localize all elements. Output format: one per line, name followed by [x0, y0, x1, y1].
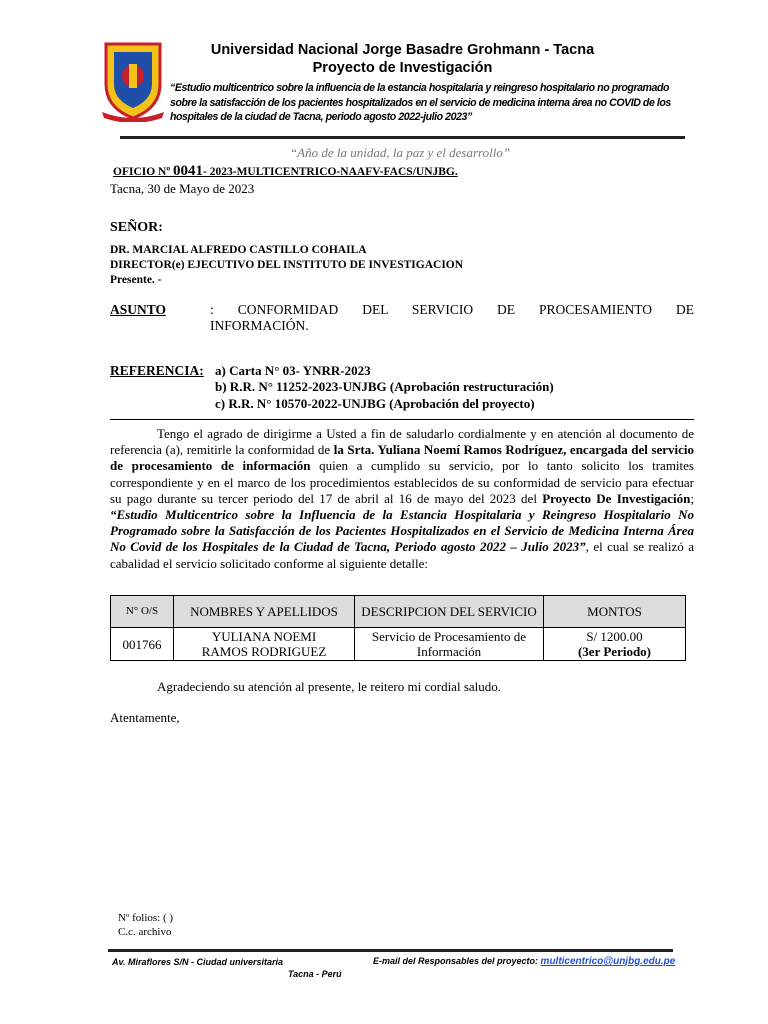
period: (3er Periodo): [577, 644, 652, 659]
body-study-title: “Estudio Multicentrico sobre la Influencia de la Estancia Hospitalaria y Reingreso Hospitalario No Programado sobre la Satisfacción de los Pacientes Hospitalizados en el Servicio de Medicina Interna Área No Covid de los Hospitales de la Ciudad de Tacna, Periodo agosto 2022 – Julio 2023”: [110, 507, 694, 555]
asunto-text-continued: INFORMACIÓN.: [210, 318, 309, 333]
service-description: [355, 628, 544, 661]
footer-address: Av. Miraflores S/N - Ciudad universitaria: [112, 957, 284, 967]
body-text: Tengo el agrado de dirigirme a Usted a fin de saludarlo cordialmente y en atención al documento de referencia (a), remitirle la conformidad de: [110, 426, 694, 458]
table-header-cell: DESCRIPCION DEL SERVICIO: [355, 596, 544, 628]
header-divider: [120, 136, 685, 139]
presente-line: Presente. -: [110, 274, 162, 286]
university-name: Universidad Nacional Jorge Basadre Grohmann - Tacna: [210, 42, 595, 58]
university-logo: [100, 38, 166, 122]
section-divider: [110, 419, 694, 420]
oficio-reference: [113, 163, 458, 180]
amount-cell: [544, 628, 686, 661]
footer-divider: [108, 949, 673, 952]
reference-item: b) R.R. N° 11252-2023-UNJBG (Aprobación restructuración): [215, 379, 554, 394]
date-line: Tacna, 30 de Mayo de 2023: [110, 181, 255, 196]
table-header-cell: NOMBRES Y APELLIDOS: [174, 596, 355, 628]
oficio-suffix: - 2023-MULTICENTRICO-NAAFV-FACS/UNJBG.: [203, 166, 458, 178]
table-header-cell: MONTOS: [544, 596, 686, 628]
desc-line: Información: [416, 644, 482, 659]
reference-item: c) R.R. N° 10570-2022-UNJBG (Aprobación del proyecto): [215, 396, 535, 411]
letter-body: [110, 426, 694, 572]
folios-count: Nº folios: ( ): [118, 912, 174, 924]
desc-line: Servicio de Procesamiento de: [371, 629, 527, 644]
email-link[interactable]: multicentrico@unjbg.edu.pe: [540, 956, 676, 967]
body-employee: la Srta. Yuliana Noemí Ramos Rodríguez, encargada del servicio de procesamiento de información: [110, 442, 694, 474]
asunto-label: ASUNTO: [110, 302, 167, 317]
salutation: SEÑOR:: [110, 220, 163, 235]
recipient-name: DR. MARCIAL ALFREDO CASTILLO COHAILA: [110, 244, 367, 256]
body-text: , el cual se realizó a cabalidad el servicio solicitado conforme al siguiente detalle:: [110, 539, 694, 571]
footer-email: [373, 956, 675, 967]
os-number: 001766: [111, 628, 174, 661]
table-row: [111, 628, 686, 661]
amount: S/ 1200.00: [586, 629, 643, 644]
closing-line: Agradeciendo su atención al presente, le reitero mi cordial saludo.: [157, 679, 502, 694]
body-text: ;: [690, 490, 694, 506]
oficio-number: 0041: [173, 163, 204, 179]
recipient-title: DIRECTOR(e) EJECUTIVO DEL INSTITUTO DE INVESTIGACION: [110, 259, 464, 271]
table-header-cell: N° O/S: [111, 596, 174, 628]
employee-name: [174, 628, 355, 661]
service-table: [110, 595, 686, 661]
oficio-prefix: OFICIO Nº: [113, 166, 174, 178]
name-line: YULIANA NOEMI: [211, 629, 317, 644]
body-text: quien a cumplido su servicio, por lo tanto solicito los tramites correspondiente y en el marco de los procedimientos establecidos de su conformidad de servicio para efectuar su pago durante su tercer periodo del 17 de abril al 16 de mayo del 2023 del: [110, 458, 694, 506]
project-label: Proyecto de Investigación: [312, 60, 493, 76]
year-motto: “Año de la unidad, la paz y el desarrollo”: [289, 145, 511, 160]
cc-archive: C.c. archivo: [118, 926, 172, 938]
asunto-text: : CONFORMIDAD DEL SERVICIO DE PROCESAMIENTO DE: [210, 302, 694, 317]
study-title: “Estudio multicentrico sobre la influencia de la estancia hospitalaria y reingreso hospitalario no programado sobre la satisfacción de los pacientes hospitalizados en el servicio de medicina interna área no COVID de los hospitales de la ciudad de Tacna, periodo agosto 2022-julio 2023”: [170, 82, 671, 123]
email-label: E-mail del Responsables del proyecto:: [373, 956, 541, 966]
farewell: Atentamente,: [110, 710, 180, 725]
name-line: RAMOS RODRIGUEZ: [201, 644, 327, 659]
table-header-row: [111, 596, 686, 628]
body-project-label: Proyecto De Investigación: [542, 490, 691, 506]
referencia-label: REFERENCIA:: [110, 363, 204, 378]
reference-item: a) Carta N° 03- YNRR-2023: [215, 363, 371, 378]
footer-city: Tacna - Perú: [288, 969, 342, 979]
